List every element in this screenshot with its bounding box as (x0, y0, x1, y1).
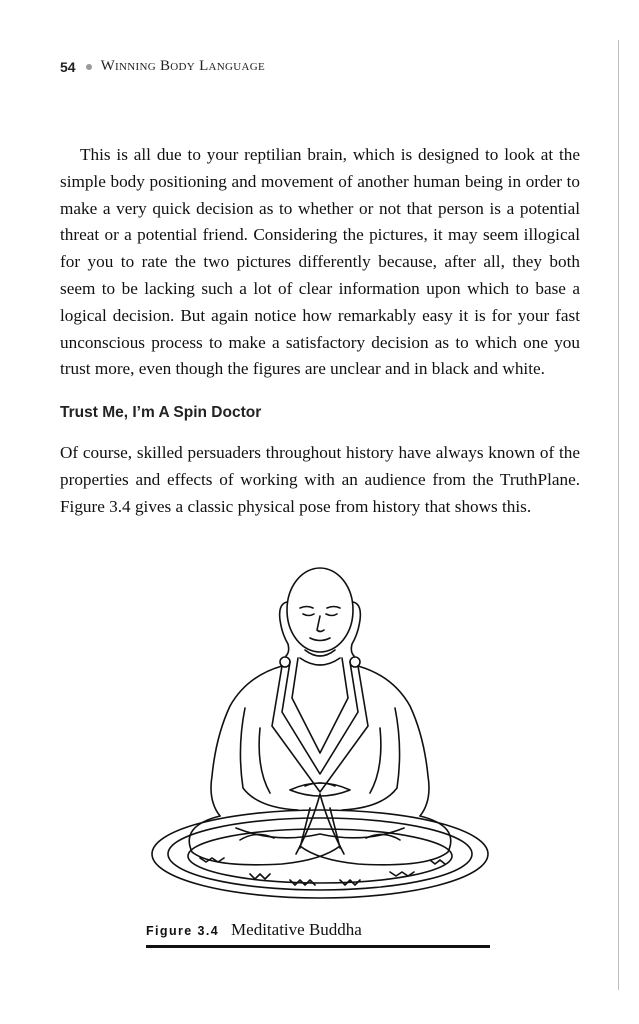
bullet-icon (86, 64, 92, 70)
running-head (60, 58, 265, 75)
page-edge-rule (618, 40, 619, 990)
figure-caption (146, 920, 362, 940)
section-heading: Trust Me, I’m A Spin Doctor (60, 404, 262, 421)
page-number: 54 (60, 58, 76, 75)
caption-rule (146, 945, 490, 948)
buddha-figure (140, 558, 500, 908)
body-paragraph-2: Of course, skilled persuaders throughout history have always known of the properties and effects of working with an audience from the TruthPlane. Figure 3.4 gives a classic physical pose from history that shows this. (60, 443, 580, 516)
figure-label: Figure 3.4 (146, 924, 220, 938)
figure-caption-text: Meditative Buddha (231, 920, 362, 939)
body-paragraph-1: This is all due to your reptilian brain, which is designed to look at the simple body positioning and movement of another human being in order to make a very quick decision as to whether or not that person is a potential threat or a potential friend. Considering the pictures, it may seem illogical for you to rate the two pictures differently because, after all, they both seem to be lacking such a lot of clear information upon which to base a logical decision. But again notice how remarkably easy it is for your fast unconscious process to make a satisfactory decision as to which one you trust more, even though the figures are unclear and in black and white. (60, 145, 580, 379)
meditative-buddha-icon (140, 558, 500, 908)
book-title: Winning Body Language (100, 58, 266, 74)
